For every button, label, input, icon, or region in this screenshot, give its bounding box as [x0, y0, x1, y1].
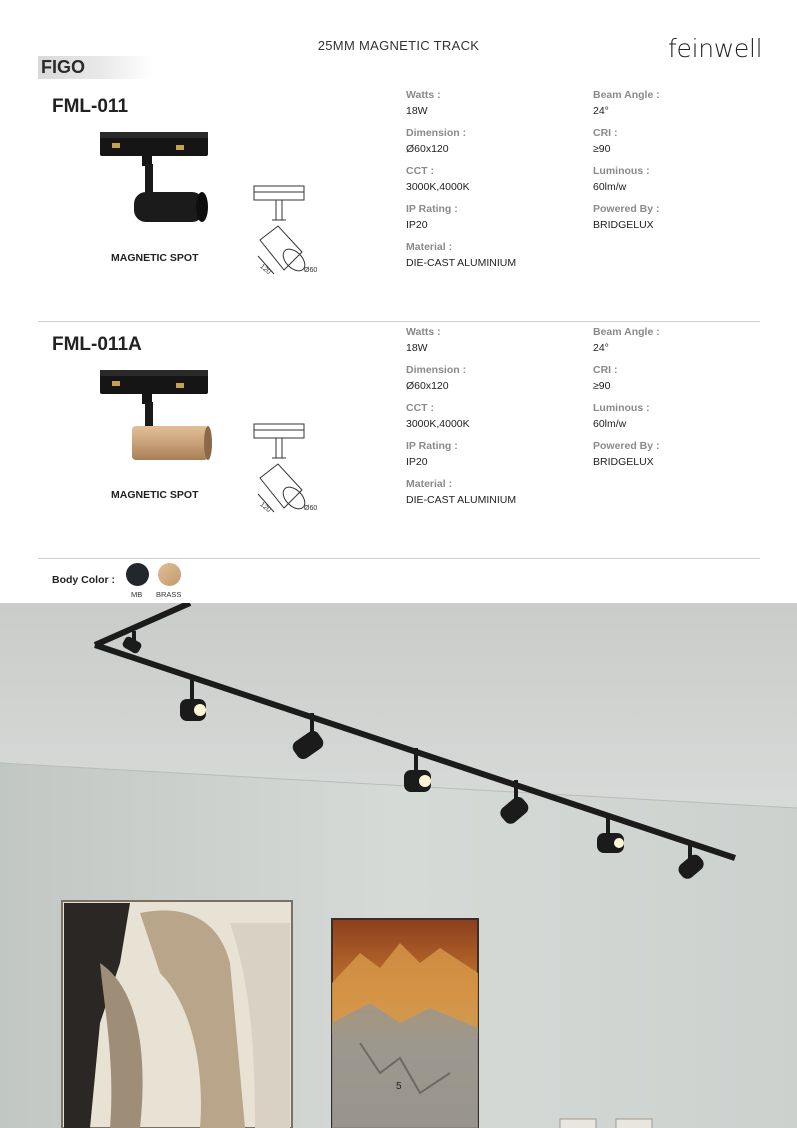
product-caption: MAGNETIC SPOT	[111, 252, 199, 264]
room-photo	[0, 603, 797, 1128]
track-adapter	[100, 370, 208, 394]
spec-luminous-label: Luminous :	[593, 165, 650, 177]
drawing-length: 120	[258, 501, 272, 515]
drawing-diameter: Ø60	[304, 505, 318, 512]
small-frame	[560, 1119, 596, 1128]
series-tag-label: FIGO	[41, 57, 85, 77]
spec-beam-angle-label: Beam Angle :	[593, 326, 660, 338]
spec-cct-value: 3000K,4000K	[406, 181, 470, 193]
swatch-mb	[126, 563, 149, 586]
spec-cri-label: CRI :	[593, 364, 618, 376]
product-photo-brass-spot	[98, 366, 214, 466]
painting-abstract	[62, 901, 292, 1128]
section-divider	[38, 321, 760, 322]
spot-body-black	[134, 192, 208, 222]
spec-beam-angle-label: Beam Angle :	[593, 89, 660, 101]
swatch-brass	[158, 563, 181, 586]
spec-luminous-label: Luminous :	[593, 402, 650, 414]
spec-dimension-value: Ø60x120	[406, 380, 449, 392]
spec-watts-value: 18W	[406, 342, 428, 354]
spot-body-brass	[132, 426, 212, 460]
small-frame	[616, 1119, 652, 1128]
spec-ip-value: IP20	[406, 456, 428, 468]
brand-logo: feinwell	[668, 34, 763, 63]
drawing-length: 120	[258, 263, 272, 277]
dimension-drawing	[250, 180, 322, 278]
product-model: FML-011A	[52, 334, 142, 355]
product-model: FML-011	[52, 96, 129, 117]
spec-dimension-value: Ø60x120	[406, 143, 449, 155]
spec-luminous-value: 60lm/w	[593, 418, 627, 430]
spec-cct-label: CCT :	[406, 165, 434, 177]
spec-cct-label: CCT :	[406, 402, 434, 414]
drawing-diameter: Ø60	[304, 267, 318, 274]
product-photo-black-spot	[98, 128, 214, 228]
painting-landscape	[332, 919, 478, 1128]
spec-material-label: Material :	[406, 241, 453, 253]
spec-watts-label: Watts :	[406, 89, 441, 101]
body-color-label: Body Color :	[52, 574, 115, 586]
spec-ip-label: IP Rating :	[406, 203, 458, 215]
spec-dimension-label: Dimension :	[406, 364, 467, 376]
spec-ip-value: IP20	[406, 219, 428, 231]
spec-watts-label: Watts :	[406, 326, 441, 338]
series-tag	[38, 56, 153, 79]
spec-cri-label: CRI :	[593, 127, 618, 139]
spec-powered-by-value: BRIDGELUX	[593, 456, 654, 468]
swatch-brass-label: BRASS	[156, 590, 182, 599]
painting-label: 5	[396, 1081, 402, 1092]
product-caption: MAGNETIC SPOT	[111, 489, 199, 501]
spec-material-label: Material :	[406, 478, 453, 490]
spec-ip-label: IP Rating :	[406, 440, 458, 452]
spec-material-value: DIE-CAST ALUMINIUM	[406, 257, 517, 269]
page-title: 25MM MAGNETIC TRACK	[317, 38, 480, 53]
spec-beam-angle-value: 24°	[593, 342, 609, 354]
dimension-drawing	[250, 418, 322, 516]
spec-powered-by-label: Powered By :	[593, 440, 660, 452]
spec-beam-angle-value: 24°	[593, 105, 609, 117]
spec-cri-value: ≥90	[593, 380, 611, 392]
spec-powered-by-label: Powered By :	[593, 203, 660, 215]
spec-luminous-value: 60lm/w	[593, 181, 627, 193]
spec-material-value: DIE-CAST ALUMINIUM	[406, 494, 517, 506]
spec-watts-value: 18W	[406, 105, 428, 117]
section-divider	[38, 558, 760, 559]
spec-cct-value: 3000K,4000K	[406, 418, 470, 430]
spec-dimension-label: Dimension :	[406, 127, 467, 139]
track-adapter	[100, 132, 208, 156]
swatch-mb-label: MB	[131, 590, 143, 599]
spec-cri-value: ≥90	[593, 143, 611, 155]
spec-powered-by-value: BRIDGELUX	[593, 219, 654, 231]
